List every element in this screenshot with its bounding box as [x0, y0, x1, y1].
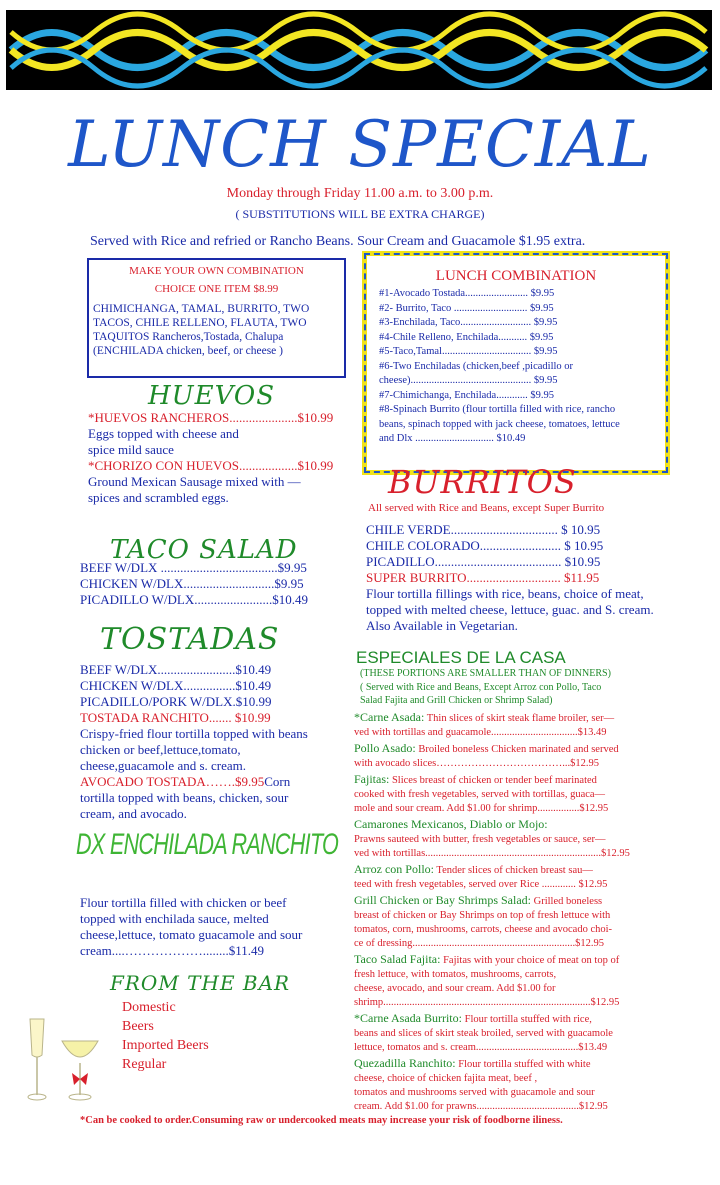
especiales-note-3: Salad Fajita and Grill Chicken or Shrimp Salad): [360, 695, 553, 706]
lunch-combination-item: #2- Burrito, Taco ............................ $9.95: [379, 302, 554, 314]
served-with-note: Served with Rice and refried or Rancho Beans. Sour Cream and Guacamole $1.95 extra.: [90, 234, 586, 249]
especial-text: beans and slices of skirt steak broiled, served with guacamole: [354, 1028, 613, 1039]
huevos-item: [88, 410, 333, 426]
own-combination-heading: MAKE YOUR OWN COMBINATION: [129, 265, 304, 277]
tostadas-item-text: TOSTADA RANCHITO....... $10.99: [80, 710, 271, 725]
especial-text: Grilled boneless: [530, 896, 603, 907]
bar-item: Beers: [122, 1019, 154, 1034]
huevos-item: [88, 474, 333, 490]
especial-name: Pollo Asado:: [354, 741, 416, 755]
tostadas-item-text: Crispy-fried flour tortilla topped with beans: [80, 726, 308, 741]
especial-text: Thin slices of skirt steak flame broiler, ser—: [424, 713, 615, 724]
especial-line: [354, 862, 704, 878]
lunch-combination-item: beans, spinach topped with jack cheese, tomatoes, lettuce: [379, 418, 620, 430]
burritos-item: [366, 602, 654, 618]
huevos-item-text: Eggs topped with cheese and: [88, 426, 239, 441]
especial-text: Flour tortilla stuffed with rice,: [461, 1014, 592, 1025]
especial-name: *Carne Asada:: [354, 710, 425, 724]
huevos-item: [88, 458, 333, 474]
especial-line: [354, 1086, 704, 1100]
especial-name: Quezadilla Ranchito:: [354, 1056, 456, 1070]
dx-enchilada-line: Flour tortilla filled with chicken or beef: [80, 895, 287, 910]
own-combination-price: CHOICE ONE ITEM $8.99: [154, 283, 279, 295]
especial-line: [354, 802, 704, 816]
tostadas-item: [80, 806, 308, 822]
especial-line: [354, 909, 704, 923]
tostadas-list: [80, 662, 308, 822]
tostadas-item-text: BEEF W/DLX........................$10.49: [80, 662, 272, 677]
huevos-item-text: spice mild sauce: [88, 442, 174, 457]
from-the-bar-heading: FROM THE BAR: [110, 971, 291, 995]
tostadas-item: [80, 790, 308, 806]
especial-text: cheese, avocado, and sour cream. Add $1.00 for: [354, 983, 556, 994]
burritos-item-text: topped with melted cheese, lettuce, guac. and S. cream.: [366, 602, 654, 617]
burritos-list: [366, 522, 654, 634]
burritos-item-text: PICADILLO....................................... $10.95: [366, 554, 601, 569]
especial-line: [354, 923, 704, 937]
especial-text: Fajitas with your choice of meat on top of: [440, 955, 620, 966]
lunch-combination-list: [367, 285, 665, 449]
especial-text: shrimp...............................................................................$12.95: [354, 997, 620, 1008]
taco-salad-heading: TACO SALAD: [110, 535, 298, 565]
especial-name: Arroz con Pollo:: [354, 862, 434, 876]
especial-text: cream. Add $1.00 for prawns.......................................$12.95: [354, 1101, 608, 1112]
especial-text: mole and sour cream. Add $1.00 for shrimp................$12.95: [354, 803, 609, 814]
bar-list: [122, 998, 209, 1074]
dx-enchilada-heading: DX ENCHILADA RANCHITO: [76, 828, 339, 861]
burritos-item-text: CHILE VERDE................................. $ 10.95: [366, 522, 601, 537]
tostadas-item: [80, 710, 308, 726]
own-combination-items: CHIMICHANGA, TAMAL, BURRITO, TWO TACOS, CHILE RELLENO, FLAUTA, TWO TAQUITOS Rancheros,Tostada, Chalupa (ENCHILADA chicken, beef, or cheese ): [93, 303, 310, 357]
especial-line: [354, 1011, 704, 1027]
lunch-combination-item: #6-Two Enchiladas (chicken,beef ,picadillo or: [379, 360, 574, 372]
burritos-item: [366, 554, 654, 570]
huevos-item: [88, 442, 333, 458]
bar-item: Imported Beers: [122, 1038, 209, 1053]
hours-text: Monday through Friday 11.00 a.m. to 3.00 p.m.: [226, 186, 494, 201]
especial-text: teed with fresh vegetables, served over Rice ............. $12.95: [354, 879, 608, 890]
dx-enchilada-line: topped with enchilada sauce, melted: [80, 911, 269, 926]
footer-warning: *Can be cooked to order.Consuming raw or undercooked meats may increase your risk of foodborne iliness.: [80, 1115, 563, 1126]
page-title: LUNCH SPECIAL: [68, 108, 652, 182]
wine-glasses-icon: [22, 1015, 110, 1105]
huevos-item-text: Ground Mexican Sausage mixed with —: [88, 474, 301, 489]
especial-line: [354, 968, 704, 982]
burritos-item: [366, 586, 654, 602]
especial-name: *Carne Asada Burrito:: [354, 1011, 462, 1025]
lunch-combination-heading: LUNCH COMBINATION: [435, 268, 597, 284]
especiales-note-1: (THESE PORTIONS ARE SMALLER THAN OF DINNERS): [360, 668, 611, 679]
burritos-item-text: Flour tortilla fillings with rice, beans, choice of meat,: [366, 586, 644, 601]
especial-text: fresh lettuce, with tomatos, mushrooms, carrots,: [354, 969, 557, 980]
especial-text: lettuce, tomatos and s. cream.......................................$13.49: [354, 1042, 608, 1053]
especial-text: ce of dressing..............................................................$12.95: [354, 938, 604, 949]
lunch-combination-box: [362, 251, 670, 475]
especial-line: [354, 1041, 704, 1055]
tostadas-item-text: chicken or beef,lettuce,tomato,: [80, 742, 241, 757]
huevos-item: [88, 426, 333, 442]
especiales-list: [354, 710, 704, 1115]
especial-text: with avocado slices………………………………...$12.95: [354, 758, 599, 769]
tostadas-item: [80, 694, 308, 710]
especial-line: [354, 710, 704, 726]
huevos-item-text: *CHORIZO CON HUEVOS..................$10.99: [88, 458, 334, 473]
tostadas-item: [80, 726, 308, 742]
tostadas-heading: TOSTADAS: [100, 622, 280, 657]
burritos-item: [366, 522, 654, 538]
especial-line: [354, 817, 704, 833]
tostadas-item-text: cheese,guacamole and s. cream.: [80, 758, 247, 773]
dx-enchilada-line: cream....………………........$11.49: [80, 943, 265, 958]
especial-text: cheese, choice of chicken fajita meat, beef ,: [354, 1073, 538, 1084]
burritos-item: [366, 538, 654, 554]
especial-item: [354, 817, 704, 861]
own-combination-box: [87, 258, 346, 378]
tostadas-item-text: tortilla topped with beans, chicken, sour: [80, 790, 289, 805]
substitutions-note: ( SUBSTITUTIONS WILL BE EXTRA CHARGE): [235, 207, 485, 221]
especial-line: [354, 757, 704, 771]
dx-enchilada-line: cheese,lettuce, tomato guacamole and sour: [80, 927, 303, 942]
especial-item: [354, 1056, 704, 1114]
burritos-item-text: Also Available in Vegetarian.: [366, 618, 518, 633]
tostadas-item: [80, 742, 308, 758]
especial-line: [354, 772, 704, 788]
especial-line: [354, 1027, 704, 1041]
huevos-item: [88, 490, 333, 506]
especial-line: [354, 937, 704, 951]
especial-line: [354, 741, 704, 757]
especial-text: Prawns sauteed with butter, fresh vegetables or sauce, ser—: [354, 834, 606, 845]
especial-line: [354, 1072, 704, 1086]
especial-text: cooked with fresh vegetables, served with tortillas, guaca—: [354, 789, 606, 800]
especial-text: Flour tortilla stuffed with white: [455, 1059, 591, 1070]
taco-salad-item: PICADILLO W/DLX........................$10.49: [80, 592, 308, 607]
especial-text: tomatos, corn, mushrooms, carrots, cheese and avocado choi-: [354, 924, 613, 935]
bar-item: Regular: [122, 1057, 167, 1072]
lunch-combination-item: #4-Chile Relleno, Enchilada........... $9.95: [379, 331, 554, 343]
especial-text: breast of chicken or Bay Shrimps on top of fresh lettuce with: [354, 910, 611, 921]
especial-name: Camarones Mexicanos, Diablo or Mojo:: [354, 817, 548, 831]
especial-item: [354, 1011, 704, 1055]
taco-salad-item: CHICKEN W/DLX............................$9.95: [80, 576, 304, 591]
burritos-item: [366, 618, 654, 634]
huevos-heading: HUEVOS: [148, 381, 276, 411]
lunch-combination-item: and Dlx .............................. $10.49: [379, 433, 526, 444]
especial-item: [354, 741, 704, 771]
huevos-item-text: spices and scrambled eggs.: [88, 490, 229, 505]
especial-text: ved with tortillas and guacamole.................................$13.49: [354, 727, 607, 738]
especial-name: Grill Chicken or Bay Shrimps Salad:: [354, 893, 531, 907]
especial-item: [354, 893, 704, 951]
tostadas-item: [80, 662, 308, 678]
especial-line: [354, 982, 704, 996]
especial-line: [354, 788, 704, 802]
especial-line: [354, 878, 704, 892]
burritos-item-text: CHILE COLORADO......................... $ 10.95: [366, 538, 604, 553]
burritos-subtitle: All served with Rice and Beans, except Super Burrito: [368, 502, 605, 514]
huevos-list: [88, 410, 333, 506]
especial-name: Fajitas:: [354, 772, 390, 786]
especial-line: [354, 1100, 704, 1114]
taco-salad-list: [80, 560, 308, 608]
especial-text: Slices breast of chicken or tender beef marinated: [389, 775, 597, 786]
bar-item: Domestic: [122, 1000, 176, 1015]
especial-line: [354, 952, 704, 968]
lunch-combination-item: #8-Spinach Burrito (flour tortilla filled with rice, rancho: [379, 404, 616, 415]
burritos-heading: BURRITOS: [388, 463, 577, 501]
especial-item: [354, 710, 704, 740]
celtic-knot-border: [6, 10, 712, 90]
especial-line: [354, 893, 704, 909]
especial-text: Tender slices of chicken breast sau—: [434, 865, 593, 876]
especial-name: Taco Salad Fajita:: [354, 952, 441, 966]
especial-text: Broiled boneless Chicken marinated and served: [415, 744, 619, 755]
tostadas-item-text: AVOCADO TOSTADA…….$9.95: [80, 774, 265, 789]
especiales-note-2: ( Served with Rice and Beans, Except Arroz con Pollo, Taco: [360, 682, 602, 693]
especial-line: [354, 847, 704, 861]
especial-text: tomatos and mushrooms served with guacamole and sour: [354, 1087, 595, 1098]
lunch-combination-item: cheese).............................................. $9.95: [379, 375, 558, 386]
burritos-item-text: SUPER BURRITO............................. $11.95: [366, 570, 600, 585]
lunch-combination-item: #3-Enchilada, Taco........................... $9.95: [379, 317, 558, 328]
tostadas-item-text: PICADILLO/PORK W/DLX.$10.99: [80, 694, 272, 709]
especial-line: [354, 1056, 704, 1072]
tostadas-item: [80, 774, 308, 790]
especial-item: [354, 772, 704, 816]
tostadas-item: [80, 678, 308, 694]
especial-line: [354, 833, 704, 847]
tostadas-item: [80, 758, 308, 774]
taco-salad-item: BEEF W/DLX ....................................$9.95: [80, 560, 307, 575]
tostadas-item-text: CHICKEN W/DLX................$10.49: [80, 678, 272, 693]
lunch-combination-item: #7-Chimichanga, Enchilada............ $9.95: [379, 389, 554, 401]
tostadas-item-text: cream, and avocado.: [80, 806, 187, 821]
burritos-item: [366, 570, 654, 586]
especial-item: [354, 862, 704, 892]
lunch-combination-item: #5-Taco,Tamal.................................. $9.95: [379, 346, 558, 357]
especial-line: [354, 726, 704, 740]
especial-item: [354, 952, 704, 1010]
especial-text: ved with tortillas...................................................................$12.95: [354, 848, 630, 859]
tostadas-item-text-tail: Corn: [264, 774, 291, 789]
dx-enchilada-list: [80, 895, 302, 959]
especiales-heading: ESPECIALES DE LA CASA: [356, 648, 566, 667]
huevos-item-text: *HUEVOS RANCHEROS.....................$10.99: [88, 410, 334, 425]
lunch-combination-item: #1-Avocado Tostada........................ $9.95: [379, 288, 555, 299]
especial-line: [354, 996, 704, 1010]
